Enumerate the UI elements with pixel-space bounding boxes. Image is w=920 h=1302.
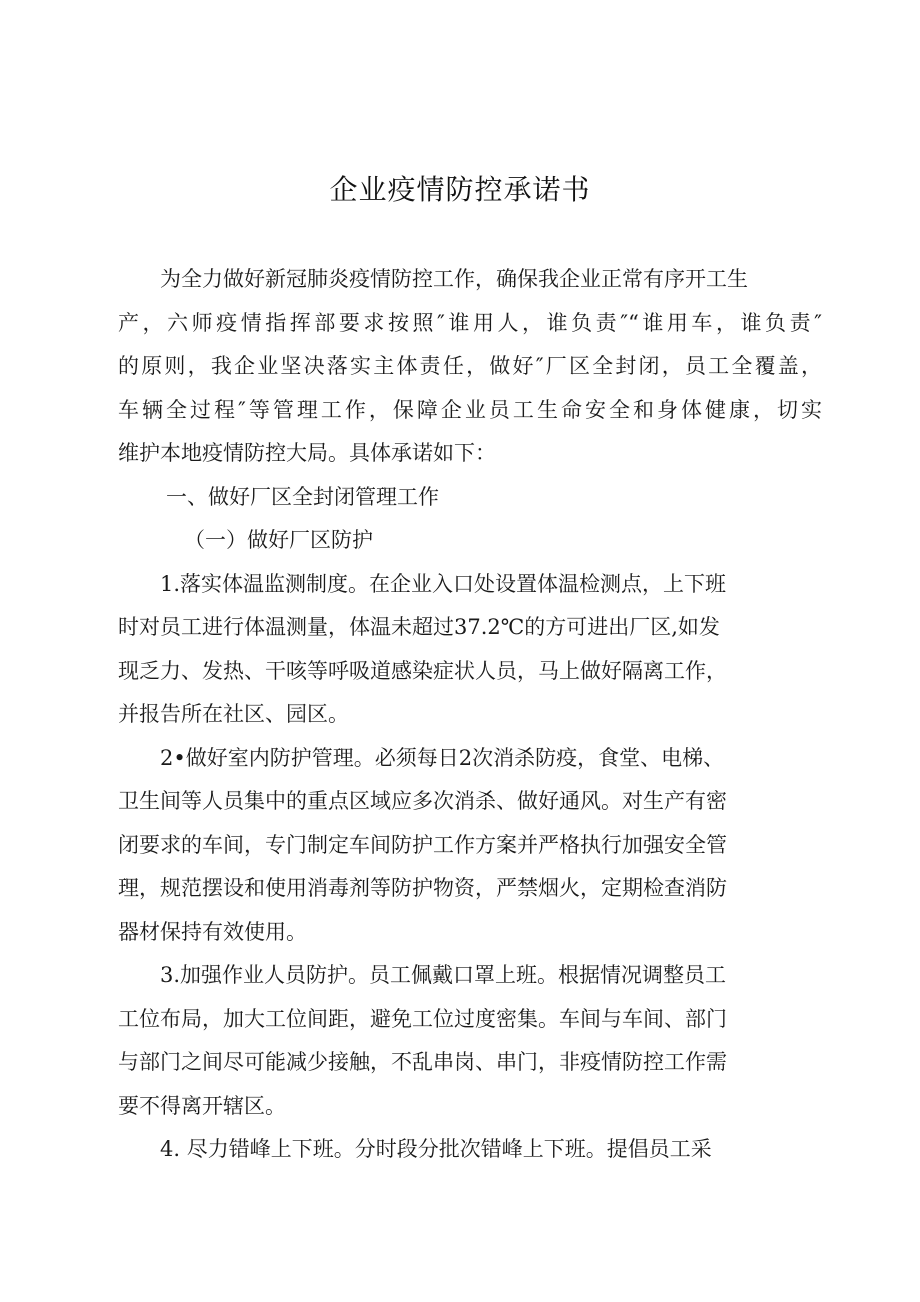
- paragraph-line: 时对员工进行体温测量，体温未超过37.2℃的方可进出厂区,如发: [118, 615, 720, 639]
- document-title: 企业疫情防控承诺书: [329, 173, 591, 206]
- paragraph-line: 工位布局，加大工位间距，避免工位过度密集。车间与车间、部门: [118, 1006, 727, 1031]
- paragraph-line: 理，规范摆设和使用消毒剂等防护物资，严禁烟火，定期检查消防: [118, 876, 727, 900]
- paragraph-line: 2•做好室内防护管理。必须每日2次消杀防疫，食堂、电梯、: [160, 745, 725, 770]
- paragraph-line: 现乏力、发热、干咳等呼吸道感染症状人员，马上做好隔离工作，: [118, 658, 727, 683]
- paragraph-line: 器材保持有效使用。: [118, 919, 307, 944]
- paragraph-line: 并报告所在社区、园区。: [118, 702, 349, 726]
- paragraph-line: 3.加强作业人员防护。员工佩戴口罩上班。根据情况调整员工: [160, 963, 727, 987]
- paragraph-line: 闭要求的车间，专门制定车间防护工作方案并严格执行加强安全管: [118, 832, 727, 857]
- paragraph-line: 要不得离开辖区。: [118, 1093, 286, 1118]
- paragraph-line: 与部门之间尽可能减少接触，不乱串岗、串门，非疫情防控工作需: [118, 1050, 727, 1074]
- paragraph-line: 的原则，我企业坚决落实主体责任，做好″厂区全封闭，员工全覆盖，: [118, 354, 822, 378]
- paragraph-line: 4. 尽力错峰上下班。分时段分批次错峰上下班。提倡员工采: [160, 1137, 712, 1161]
- paragraph-line: 产，六师疫情指挥部要求按照″谁用人，谁负责″“谁用车，谁负责″: [118, 310, 822, 335]
- paragraph-line: 车辆全过程″等管理工作，保障企业员工生命安全和身体健康，切实: [118, 397, 822, 422]
- paragraph-line: 1.落实体温监测制度。在企业入口处设置体温检测点，上下班: [160, 571, 727, 596]
- paragraph-line: 为全力做好新冠肺炎疫情防控工作，确保我企业正常有序开工生: [160, 267, 748, 291]
- subsection-heading: （一）做好厂区防护: [184, 528, 373, 552]
- section-heading: 一、做好厂区全封闭管理工作: [166, 484, 439, 509]
- paragraph-line: 维护本地疫情防控大局。具体承诺如下：: [118, 441, 496, 465]
- document-body: [118, 258, 822, 1172]
- paragraph-line: 卫生间等人员集中的重点区域应多次消杀、做好通风。对生产有密: [118, 789, 727, 813]
